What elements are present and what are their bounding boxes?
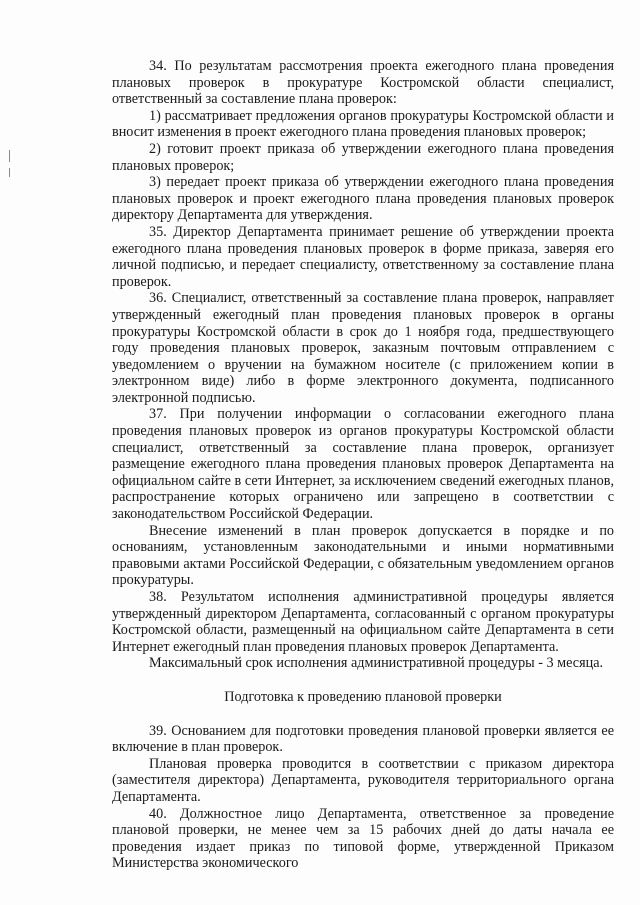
paragraph-37-amendments: Внесение изменений в план проверок допускается в порядке и по основаниям, установленным законодательными и иными нормативными правовыми актами Российской Федерации, с обязательным уведомлением органов прокуратуры. [112,522,614,589]
paragraph-39-order: Плановая проверка проводится в соответствии с приказом директора (заместителя директора) Департамента, руководителя территориального органа Департамента. [112,755,614,805]
paragraph-38-deadline: Максимальный срок исполнения административной процедуры - 3 месяца. [149,655,604,672]
paragraph-36: 36. Специалист, ответственный за составление плана проверок, направляет утвержденный ежегодный план проведения плановых проверок в органы прокуратуры Костромской области в срок до 1 ноября года, предшествующего году проведения плановых проверок, заказным почтовым отправлением с уведомлением о вручении на бумажном носителе (с приложением копии в электронном виде) либо в форме электронного документа, подписанного электронной подписью. [112,290,614,406]
paragraph-38: 38. Результатом исполнения административной процедуры является утвержденный директором Департамента, согласованный с органом прокуратуры Костромской области, размещенный на официальном сайте Департамента в сети Интернет ежегодный план проведения плановых проверок Департамента. [112,589,614,655]
paragraph-35: 35. Директор Департамента принимает решение об утверждении проекта ежегодного плана проведения плановых проверок в форме приказа, заверяя его личной подписью, и передает специалисту, ответственному за составление плана проверок. [112,223,614,290]
paragraph-34-item-1: 1) рассматривает предложения органов прокуратуры Костромской области и вносит изменения в проект ежегодного плана проведения плановых проверок; [112,107,614,141]
section-heading: Подготовка к проведению плановой проверки [224,688,502,705]
paragraph-34-item-2: 2) готовит проект приказа об утверждении ежегодного плана проведения плановых проверок; [112,140,614,174]
scan-artifact-mark [9,168,10,177]
document-body [112,58,614,872]
paragraph-34-item-3: 3) передает проект приказа об утверждении ежегодного плана проведения плановых проверок и проект ежегодного плана проведения плановых проверок директору Департамента для утверждения. [112,174,614,224]
paragraph-40: 40. Должностное лицо Департамента, ответственное за проведение плановой проверки, не менее чем за 15 рабочих дней до даты начала ее проведения издает приказ по типовой форме, утвержденной Приказом Министерства экономического [112,805,614,872]
paragraph-39: 39. Основанием для подготовки проведения плановой проверки является ее включение в план проверок. [112,722,614,756]
scan-artifact-mark [9,150,10,162]
paragraph-37: 37. При получении информации о согласовании ежегодного плана проведения плановых проверок из органов прокуратуры Костромской области специалист, ответственный за составление плана проверок, организует размещение ежегодного плана проведения плановых проверок Департамента на официальном сайте в сети Интернет, за исключением сведений ежегодных планов, распространение которых ограничено или запрещено в соответствии с законодательством Российской Федерации. [112,406,614,523]
paragraph-34: 34. По результатам рассмотрения проекта ежегодного плана проведения плановых проверок в прокуратуре Костромской области специалист, ответственный за составление плана проверок: [112,58,614,108]
